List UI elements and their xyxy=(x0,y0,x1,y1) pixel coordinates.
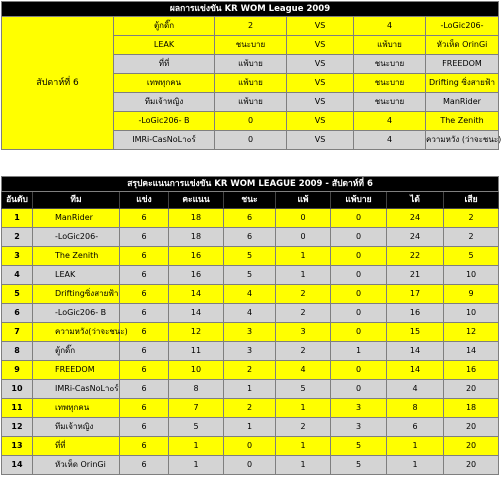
standings-row xyxy=(2,247,499,266)
standing-won: 5 xyxy=(224,247,276,266)
match-home-score: แพ้บาย xyxy=(215,55,287,74)
header-won: ชนะ xyxy=(224,192,276,209)
standing-lost: 1 xyxy=(276,266,331,285)
match-home-score: 0 xyxy=(215,131,287,150)
match-away-score: 4 xyxy=(354,131,426,150)
standing-lost: 1 xyxy=(276,437,331,456)
standing-forfeit: 0 xyxy=(331,323,387,342)
match-away: -LoGic206- xyxy=(426,17,499,36)
header-team: ทีม xyxy=(33,192,120,209)
standing-points: 14 xyxy=(169,304,224,323)
weekly-results-table xyxy=(1,1,499,150)
standing-goals-for: 8 xyxy=(387,399,444,418)
standing-points: 1 xyxy=(169,437,224,456)
standing-goals-for: 24 xyxy=(387,209,444,228)
match-home: -LoGic206- B xyxy=(114,112,215,131)
standings-row xyxy=(2,285,499,304)
match-home: ที่ที่ xyxy=(114,55,215,74)
standing-forfeit: 5 xyxy=(331,456,387,475)
standings-row xyxy=(2,342,499,361)
standing-lost: 0 xyxy=(276,228,331,247)
standing-points: 16 xyxy=(169,266,224,285)
standings-row xyxy=(2,437,499,456)
standing-goals-for: 14 xyxy=(387,361,444,380)
standing-points: 18 xyxy=(169,209,224,228)
standing-won: 4 xyxy=(224,304,276,323)
standing-played: 6 xyxy=(120,437,169,456)
match-vs: VS xyxy=(287,36,354,55)
standing-goals-for: 6 xyxy=(387,418,444,437)
standing-won: 4 xyxy=(224,285,276,304)
standing-goals-against: 14 xyxy=(444,342,499,361)
standing-goals-against: 5 xyxy=(444,247,499,266)
standing-goals-for: 17 xyxy=(387,285,444,304)
standings-row xyxy=(2,304,499,323)
standing-team: ทีมเจ้าหญิง xyxy=(33,418,120,437)
match-home: LEAK xyxy=(114,36,215,55)
standing-goals-against: 20 xyxy=(444,456,499,475)
standing-rank: 6 xyxy=(2,304,33,323)
standings-title: สรุปคะแนนการแข่งขัน KR WOM LEAGUE 2009 - สัปดาห์ที่ 6 xyxy=(2,177,499,192)
match-away-score: ชนะบาย xyxy=(354,93,426,112)
standing-played: 6 xyxy=(120,209,169,228)
standings-row xyxy=(2,361,499,380)
standing-goals-for: 16 xyxy=(387,304,444,323)
standing-won: 5 xyxy=(224,266,276,285)
standing-forfeit: 3 xyxy=(331,418,387,437)
standing-team: -LoGic206- xyxy=(33,228,120,247)
standing-lost: 2 xyxy=(276,304,331,323)
standing-won: 0 xyxy=(224,437,276,456)
standing-team: ตู้กดิ๊ก xyxy=(33,342,120,361)
standing-lost: 1 xyxy=(276,456,331,475)
standing-team: ที่ที่ xyxy=(33,437,120,456)
standing-points: 1 xyxy=(169,456,224,475)
standing-played: 6 xyxy=(120,266,169,285)
standing-rank: 12 xyxy=(2,418,33,437)
standing-lost: 2 xyxy=(276,342,331,361)
match-vs: VS xyxy=(287,74,354,93)
match-home: เทพทุกคน xyxy=(114,74,215,93)
standing-lost: 5 xyxy=(276,380,331,399)
standing-goals-against: 20 xyxy=(444,437,499,456)
header-goals-against: เสีย xyxy=(444,192,499,209)
standing-won: 0 xyxy=(224,456,276,475)
standing-forfeit: 0 xyxy=(331,228,387,247)
standing-lost: 2 xyxy=(276,418,331,437)
standing-goals-for: 1 xyxy=(387,456,444,475)
standing-rank: 11 xyxy=(2,399,33,418)
standing-team: ManRider xyxy=(33,209,120,228)
match-away: ManRider xyxy=(426,93,499,112)
standing-played: 6 xyxy=(120,399,169,418)
match-away: The Zenith xyxy=(426,112,499,131)
standing-rank: 1 xyxy=(2,209,33,228)
standing-team: Driftingซิ่งสายฟ้า xyxy=(33,285,120,304)
standing-rank: 4 xyxy=(2,266,33,285)
standing-forfeit: 5 xyxy=(331,437,387,456)
standing-team: IMRi-CasNoLา๐ร์ xyxy=(33,380,120,399)
standing-lost: 2 xyxy=(276,285,331,304)
standing-won: 2 xyxy=(224,361,276,380)
match-away-score: 4 xyxy=(354,112,426,131)
match-home: ตู้กดิ๊ก xyxy=(114,17,215,36)
standing-points: 5 xyxy=(169,418,224,437)
standing-played: 6 xyxy=(120,247,169,266)
standings-row xyxy=(2,456,499,475)
standing-goals-against: 10 xyxy=(444,304,499,323)
standings-row xyxy=(2,399,499,418)
standing-forfeit: 0 xyxy=(331,266,387,285)
standing-played: 6 xyxy=(120,323,169,342)
standing-played: 6 xyxy=(120,361,169,380)
standing-rank: 10 xyxy=(2,380,33,399)
standing-lost: 4 xyxy=(276,361,331,380)
standing-team: ความหวัง(ว่าจะชนะ) xyxy=(33,323,120,342)
standing-goals-for: 22 xyxy=(387,247,444,266)
match-home-score: ชนะบาย xyxy=(215,36,287,55)
match-away-score: แพ้บาย xyxy=(354,36,426,55)
match-vs: VS xyxy=(287,112,354,131)
standing-points: 16 xyxy=(169,247,224,266)
standing-played: 6 xyxy=(120,418,169,437)
standing-played: 6 xyxy=(120,342,169,361)
match-home: IMRi-CasNoLา๐ร์ xyxy=(114,131,215,150)
standing-rank: 7 xyxy=(2,323,33,342)
standing-rank: 3 xyxy=(2,247,33,266)
header-goals-for: ได้ xyxy=(387,192,444,209)
results-title: ผลการแข่งขัน KR WOM League 2009 xyxy=(2,2,499,17)
standing-forfeit: 0 xyxy=(331,304,387,323)
standing-won: 6 xyxy=(224,228,276,247)
standing-goals-against: 9 xyxy=(444,285,499,304)
standing-lost: 0 xyxy=(276,209,331,228)
standing-lost: 1 xyxy=(276,399,331,418)
standing-won: 1 xyxy=(224,380,276,399)
standing-goals-for: 1 xyxy=(387,437,444,456)
standings-row xyxy=(2,380,499,399)
standing-team: FREEDOM xyxy=(33,361,120,380)
standing-goals-against: 20 xyxy=(444,418,499,437)
standing-played: 6 xyxy=(120,380,169,399)
standing-goals-against: 12 xyxy=(444,323,499,342)
standing-forfeit: 0 xyxy=(331,380,387,399)
standing-goals-against: 20 xyxy=(444,380,499,399)
standing-goals-against: 2 xyxy=(444,228,499,247)
match-vs: VS xyxy=(287,17,354,36)
standing-forfeit: 0 xyxy=(331,285,387,304)
standing-goals-for: 14 xyxy=(387,342,444,361)
standing-forfeit: 1 xyxy=(331,342,387,361)
standings-row xyxy=(2,209,499,228)
standing-lost: 1 xyxy=(276,247,331,266)
standing-played: 6 xyxy=(120,285,169,304)
standing-won: 2 xyxy=(224,399,276,418)
standing-points: 12 xyxy=(169,323,224,342)
match-vs: VS xyxy=(287,131,354,150)
standing-forfeit: 0 xyxy=(331,209,387,228)
standing-goals-against: 18 xyxy=(444,399,499,418)
standing-points: 14 xyxy=(169,285,224,304)
standing-played: 6 xyxy=(120,228,169,247)
standing-goals-for: 15 xyxy=(387,323,444,342)
header-forfeit: แพ้บาย xyxy=(331,192,387,209)
match-home-score: แพ้บาย xyxy=(215,93,287,112)
match-home-score: 2 xyxy=(215,17,287,36)
standing-rank: 2 xyxy=(2,228,33,247)
standing-played: 6 xyxy=(120,304,169,323)
standing-goals-for: 21 xyxy=(387,266,444,285)
match-away-score: 4 xyxy=(354,17,426,36)
match-home-score: แพ้บาย xyxy=(215,74,287,93)
match-away: ความหวัง (ว่าจะชนะ) xyxy=(426,131,499,150)
standing-goals-against: 2 xyxy=(444,209,499,228)
match-home-score: 0 xyxy=(215,112,287,131)
match-vs: VS xyxy=(287,93,354,112)
standing-points: 7 xyxy=(169,399,224,418)
match-away: หัวเห็ด OrinGi xyxy=(426,36,499,55)
standing-goals-against: 10 xyxy=(444,266,499,285)
standing-rank: 5 xyxy=(2,285,33,304)
standing-goals-against: 16 xyxy=(444,361,499,380)
header-played: แข่ง xyxy=(120,192,169,209)
header-lost: แพ้ xyxy=(276,192,331,209)
standing-points: 10 xyxy=(169,361,224,380)
standing-points: 18 xyxy=(169,228,224,247)
standing-points: 11 xyxy=(169,342,224,361)
standing-team: The Zenith xyxy=(33,247,120,266)
standings-row xyxy=(2,266,499,285)
match-away-score: ชนะบาย xyxy=(354,74,426,93)
standing-team: เทพทุกคน xyxy=(33,399,120,418)
standing-rank: 8 xyxy=(2,342,33,361)
standing-points: 8 xyxy=(169,380,224,399)
standings-row xyxy=(2,323,499,342)
standing-lost: 3 xyxy=(276,323,331,342)
header-points: คะแนน xyxy=(169,192,224,209)
standing-team: -LoGic206- B xyxy=(33,304,120,323)
standing-played: 6 xyxy=(120,456,169,475)
standings-table xyxy=(1,176,499,475)
standing-rank: 9 xyxy=(2,361,33,380)
standing-won: 3 xyxy=(224,342,276,361)
week-label: สัปดาห์ที่ 6 xyxy=(2,17,114,150)
header-rank: อันดับ xyxy=(2,192,33,209)
standings-row xyxy=(2,228,499,247)
standings-row xyxy=(2,418,499,437)
standing-goals-for: 4 xyxy=(387,380,444,399)
match-home: ทีมเจ้าหญิง xyxy=(114,93,215,112)
match-vs: VS xyxy=(287,55,354,74)
standing-team: หัวเห็ด OrinGi xyxy=(33,456,120,475)
standing-won: 3 xyxy=(224,323,276,342)
standing-forfeit: 0 xyxy=(331,247,387,266)
standing-goals-for: 24 xyxy=(387,228,444,247)
standing-forfeit: 3 xyxy=(331,399,387,418)
match-away: Drifting ซิ่งสายฟ้า xyxy=(426,74,499,93)
standing-forfeit: 0 xyxy=(331,361,387,380)
standing-rank: 13 xyxy=(2,437,33,456)
standing-won: 1 xyxy=(224,418,276,437)
standing-team: LEAK xyxy=(33,266,120,285)
standing-rank: 14 xyxy=(2,456,33,475)
match-away-score: ชนะบาย xyxy=(354,55,426,74)
match-away: FREEDOM xyxy=(426,55,499,74)
standings-header-row xyxy=(2,192,499,209)
standing-won: 6 xyxy=(224,209,276,228)
